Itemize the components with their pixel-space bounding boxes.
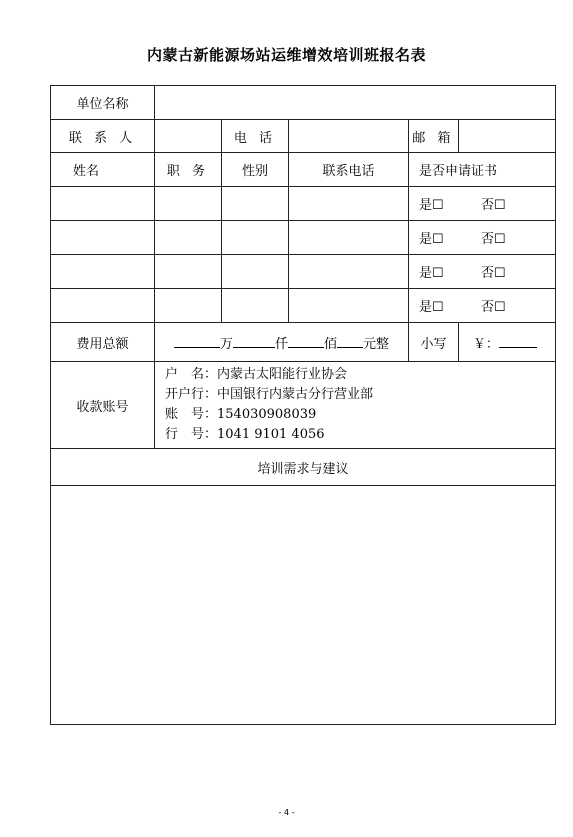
mailbox-label: 邮 箱 (409, 120, 459, 153)
attendee-position-field[interactable] (155, 221, 222, 255)
attendee-phone-field[interactable] (289, 289, 409, 323)
suggestions-header-row (51, 449, 556, 486)
attendee-gender-field[interactable] (222, 221, 289, 255)
page-number: - 4 - (278, 808, 295, 817)
attendee-header-row (51, 153, 556, 187)
lowercase-label: 小写 (409, 323, 459, 362)
mailbox-field[interactable] (459, 120, 556, 153)
unit-name-row (51, 86, 556, 120)
holder-value: 内蒙古太阳能行业协会 (217, 367, 348, 382)
attendee-row (51, 255, 556, 289)
attendee-position-field[interactable] (155, 255, 222, 289)
contact-phone-header: 联系电话 (289, 153, 409, 187)
suggestions-field[interactable] (51, 486, 556, 725)
attendee-phone-field[interactable] (289, 221, 409, 255)
account-code-line (165, 425, 555, 445)
account-number-line (165, 405, 555, 425)
number-value: 154030908039 (217, 407, 317, 422)
certificate-no-checkbox[interactable]: 否☐ (481, 266, 506, 281)
registration-form-table (50, 85, 556, 725)
fee-amount-lowercase (459, 323, 556, 362)
fee-row (51, 323, 556, 362)
certificate-no-checkbox[interactable]: 否☐ (481, 232, 506, 247)
gender-header: 性别 (222, 153, 289, 187)
wan-blank[interactable] (174, 336, 220, 348)
suggestions-header: 培训需求与建议 (51, 449, 556, 486)
attendee-name-field[interactable] (51, 255, 155, 289)
certificate-no-checkbox[interactable]: 否☐ (481, 300, 506, 315)
certificate-yes-checkbox[interactable]: 是☐ (419, 198, 444, 213)
certificate-yes-checkbox[interactable]: 是☐ (419, 232, 444, 247)
bank-value: 中国银行内蒙古分行营业部 (217, 387, 374, 402)
suggestions-row (51, 486, 556, 725)
attendee-name-field[interactable] (51, 187, 155, 221)
attendee-phone-field[interactable] (289, 187, 409, 221)
phone-field[interactable] (289, 120, 409, 153)
form-title: 内蒙古新能源场站运维增效培训班报名表 (146, 46, 426, 64)
attendee-row (51, 221, 556, 255)
contact-field[interactable] (155, 120, 222, 153)
bank-label: 开户行： (165, 387, 218, 402)
account-label: 收款账号 (51, 362, 155, 449)
qian-unit: 仟 (274, 336, 288, 352)
position-header: 职 务 (155, 153, 222, 187)
certificate-options (409, 187, 556, 221)
certificate-header: 是否申请证书 (409, 153, 556, 187)
attendee-name-field[interactable] (51, 289, 155, 323)
wan-unit: 万 (219, 336, 233, 352)
certificate-yes-checkbox[interactable]: 是☐ (419, 300, 444, 315)
fee-amount-uppercase (155, 323, 409, 362)
contact-row (51, 120, 556, 153)
account-info (155, 362, 556, 449)
attendee-position-field[interactable] (155, 187, 222, 221)
yuan-blank[interactable] (337, 336, 363, 348)
yuan-unit: 元整 (363, 336, 390, 352)
account-row (51, 362, 556, 449)
certificate-no-checkbox[interactable]: 否☐ (481, 198, 506, 213)
bai-blank[interactable] (288, 336, 324, 348)
fee-total-label: 费用总额 (51, 323, 155, 362)
attendee-phone-field[interactable] (289, 255, 409, 289)
qian-blank[interactable] (233, 336, 275, 348)
account-bank-line (165, 385, 555, 405)
attendee-row (51, 187, 556, 221)
code-value: 1041 9101 4056 (217, 427, 325, 442)
number-label: 账 号： (165, 407, 218, 422)
unit-name-label: 单位名称 (51, 86, 155, 120)
attendee-name-field[interactable] (51, 221, 155, 255)
certificate-yes-checkbox[interactable]: 是☐ (419, 266, 444, 281)
attendee-gender-field[interactable] (222, 187, 289, 221)
contact-label: 联 系 人 (51, 120, 155, 153)
yen-sign: ￥： (473, 336, 500, 352)
certificate-options (409, 289, 556, 323)
phone-label: 电 话 (222, 120, 289, 153)
attendee-row (51, 289, 556, 323)
name-header: 姓名 (51, 153, 155, 187)
holder-label: 户 名： (165, 367, 218, 382)
certificate-options (409, 255, 556, 289)
attendee-gender-field[interactable] (222, 289, 289, 323)
attendee-position-field[interactable] (155, 289, 222, 323)
code-label: 行 号： (165, 427, 218, 442)
certificate-options (409, 221, 556, 255)
bai-unit: 佰 (324, 336, 338, 352)
attendee-gender-field[interactable] (222, 255, 289, 289)
account-holder-line (165, 365, 555, 385)
lowercase-blank[interactable] (499, 336, 537, 348)
unit-name-field[interactable] (155, 86, 556, 120)
